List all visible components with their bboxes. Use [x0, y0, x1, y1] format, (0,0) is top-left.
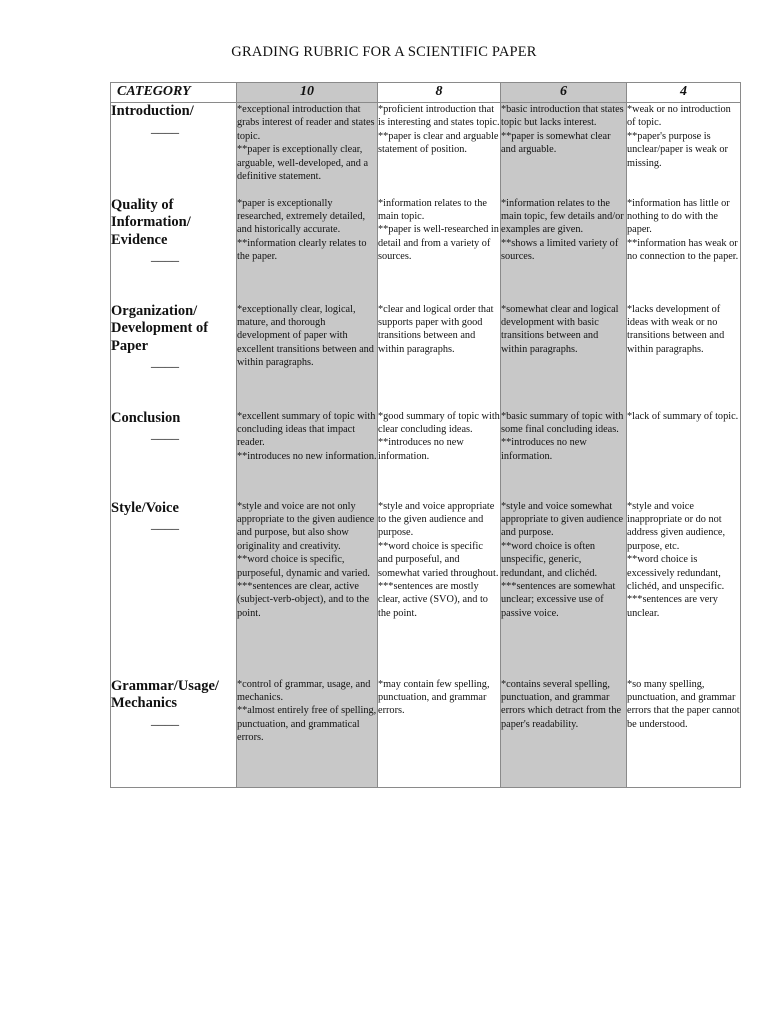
category-name: Organization/ Development of Paper [111, 302, 209, 354]
rubric-row-grammar [111, 678, 741, 788]
criteria-score-8: *may contain few spelling, punctuation, and grammar errors. [378, 678, 501, 788]
criteria-score-4: *weak or no introduction of topic. **paper's purpose is unclear/paper is weak or missing. [627, 103, 741, 197]
criteria-score-8: *clear and logical order that supports paper with good transitions between and within paragraphs. [378, 303, 501, 410]
criteria-score-4: *information has little or nothing to do with the paper. **information has weak or no connection to the paper. [627, 197, 741, 303]
rubric-row-quality-of-information [111, 197, 741, 303]
criteria-score-4: *lack of summary of topic. [627, 410, 741, 500]
criteria-score-10: *excellent summary of topic with concluding ideas that impact reader. **introduces no new information. [237, 410, 378, 500]
score-blank: ____ [151, 712, 179, 728]
category-name: Introduction/ [111, 103, 194, 119]
rubric-row-introduction [111, 103, 741, 197]
grading-rubric-table [110, 82, 741, 788]
criteria-score-6: *basic introduction that states topic but lacks interest. **paper is somewhat clear and arguable. [501, 103, 627, 197]
category-cell [111, 303, 237, 410]
criteria-score-6: *contains several spelling, punctuation, and grammar errors which detract from the paper's readability. [501, 678, 627, 788]
score-blank: ____ [151, 427, 179, 442]
criteria-score-4: *lacks development of ideas with weak or no transitions between and within paragraphs. [627, 303, 741, 410]
document-title: GRADING RUBRIC FOR A SCIENTIFIC PAPER [231, 44, 537, 60]
score-blank: ____ [151, 517, 179, 532]
criteria-score-10: *exceptionally clear, logical, mature, and thorough development of paper with excellent transitions between and within paragraphs. [237, 303, 378, 410]
header-category: CATEGORY [111, 83, 237, 103]
category-name: Style/Voice [111, 499, 179, 516]
category-name: Quality of Information/ Evidence [111, 196, 191, 248]
criteria-score-8: *good summary of topic with clear concluding ideas. **introduces no new information. [378, 410, 501, 500]
rubric-row-style-voice [111, 500, 741, 678]
score-blank: ____ [151, 249, 179, 264]
rubric-row-conclusion [111, 410, 741, 500]
criteria-score-10: *exceptional introduction that grabs interest of reader and states topic. **paper is exceptionally clear, arguable, well-developed, and a definitive statement. [237, 103, 378, 197]
rubric-header-row [111, 83, 741, 103]
rubric-row-organization [111, 303, 741, 410]
category-cell [111, 500, 237, 678]
criteria-score-8: *information relates to the main topic. **paper is well-researched in detail and from a variety of sources. [378, 197, 501, 303]
criteria-score-10: *paper is exceptionally researched, extremely detailed, and historically accurate. **information clearly relates to the paper. [237, 197, 378, 303]
category-name: Conclusion [111, 409, 181, 426]
category-cell [111, 410, 237, 500]
criteria-score-8: *proficient introduction that is interesting and states topic. **paper is clear and arguable statement of position. [378, 103, 501, 197]
header-score-8: 8 [378, 83, 501, 103]
criteria-score-4: *so many spelling, punctuation, and grammar errors that the paper cannot be understood. [627, 678, 741, 788]
criteria-score-6: *basic summary of topic with some final concluding ideas. **introduces no new information. [501, 410, 627, 500]
header-score-4: 4 [627, 83, 741, 103]
score-blank: ____ [151, 355, 179, 370]
criteria-score-10: *control of grammar, usage, and mechanics. **almost entirely free of spelling, punctuation, and grammatical errors. [237, 678, 378, 788]
criteria-score-6: *information relates to the main topic, few details and/or examples are given. **shows a limited variety of sources. [501, 197, 627, 303]
criteria-score-10: *style and voice are not only appropriate to the given audience and purpose, but also show originality and creativity. **word choice is specific, purposeful, dynamic and varied. ***sentences are clear, active (subject-verb-object), and to the point. [237, 500, 378, 678]
category-cell [111, 103, 237, 197]
header-score-10: 10 [237, 83, 378, 103]
header-score-6: 6 [501, 83, 627, 103]
criteria-score-6: *somewhat clear and logical development with basic transitions between and within paragraphs. [501, 303, 627, 410]
criteria-score-6: *style and voice somewhat appropriate to given audience and purpose. **word choice is often unspecific, generic, redundant, and clichéd. ***sentences are somewhat unclear; excessive use of passive voice. [501, 500, 627, 678]
criteria-score-8: *style and voice appropriate to the given audience and purpose. **word choice is specific and purposeful, and somewhat varied throughout. ***sentences are mostly clear, active (SVO), and to the point. [378, 500, 501, 678]
score-blank: ____ [151, 120, 179, 136]
category-cell [111, 678, 237, 788]
criteria-score-4: *style and voice inappropriate or do not address given audience, purpose, etc. **word choice is excessively redundant, clichéd, and unspecific. ***sentences are very unclear. [627, 500, 741, 678]
category-cell [111, 197, 237, 303]
category-name: Grammar/Usage/ Mechanics [111, 677, 219, 711]
